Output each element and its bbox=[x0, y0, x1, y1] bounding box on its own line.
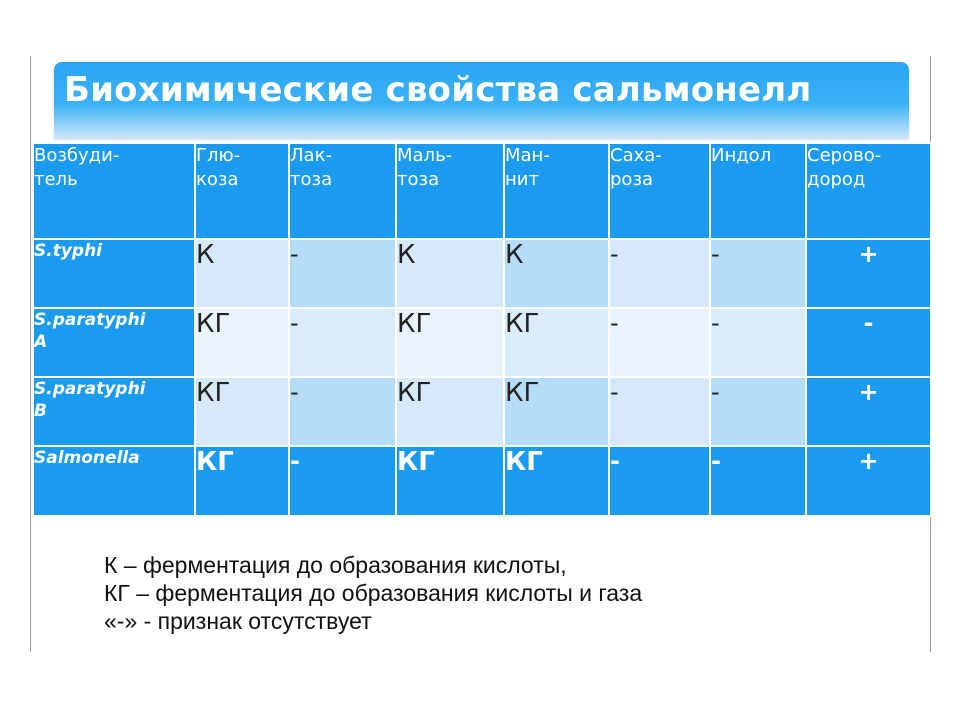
header-indole: Индол bbox=[710, 143, 806, 239]
table-header-row bbox=[33, 143, 931, 239]
table-cell: - bbox=[289, 446, 396, 516]
table-cell: КГ bbox=[396, 377, 504, 446]
table-row bbox=[33, 308, 931, 377]
header-sucrose: Саха- роза bbox=[609, 143, 710, 239]
slide-frame-left bbox=[30, 56, 31, 652]
table-cell: КГ bbox=[195, 446, 289, 516]
table-cell: - bbox=[609, 446, 710, 516]
legend-line: К – ферментация до образования кислоты, bbox=[104, 552, 567, 578]
header-hydrogen-sulfide: Серово- дород bbox=[806, 143, 931, 239]
legend-line: «-» - признак отсутствует bbox=[104, 608, 372, 634]
table-cell: КГ bbox=[396, 308, 504, 377]
table-cell: - bbox=[609, 377, 710, 446]
table-cell: К bbox=[504, 239, 609, 308]
table-cell: КГ bbox=[504, 308, 609, 377]
header-mannitol: Ман- нит bbox=[504, 143, 609, 239]
table-cell: - bbox=[289, 377, 396, 446]
pathogen-name: S.paratyphi A bbox=[33, 308, 195, 377]
table-cell: КГ bbox=[195, 308, 289, 377]
table-cell: - bbox=[609, 239, 710, 308]
title-bar bbox=[54, 62, 909, 138]
header-lactose: Лак- тоза bbox=[289, 143, 396, 239]
pathogen-name: S.typhi bbox=[33, 239, 195, 308]
table-cell: - bbox=[710, 239, 806, 308]
header-glucose: Глю- коза bbox=[195, 143, 289, 239]
table-cell: - bbox=[710, 446, 806, 516]
pathogen-name: Salmonella bbox=[33, 446, 195, 516]
biochemical-table bbox=[32, 142, 932, 517]
table-cell: - bbox=[289, 308, 396, 377]
table-cell: - bbox=[289, 239, 396, 308]
table-row bbox=[33, 377, 931, 446]
table-cell: К bbox=[396, 239, 504, 308]
legend-line: КГ – ферментация до образования кислоты и газа bbox=[104, 580, 643, 606]
table-cell: + bbox=[806, 446, 931, 516]
table-cell: + bbox=[806, 377, 931, 446]
table-cell: - bbox=[710, 377, 806, 446]
table-cell: - bbox=[710, 308, 806, 377]
slide-title: Биохимические свойства сальмонелл bbox=[64, 70, 812, 110]
pathogen-name: S.paratyphi B bbox=[33, 377, 195, 446]
table-cell: - bbox=[609, 308, 710, 377]
table-cell: К bbox=[195, 239, 289, 308]
table-cell: КГ bbox=[504, 446, 609, 516]
header-maltose: Маль- тоза bbox=[396, 143, 504, 239]
legend bbox=[104, 551, 642, 635]
table-row bbox=[33, 446, 931, 516]
table-cell: - bbox=[806, 308, 931, 377]
table-cell: КГ bbox=[396, 446, 504, 516]
table-cell: КГ bbox=[195, 377, 289, 446]
table-row bbox=[33, 239, 931, 308]
table-cell: + bbox=[806, 239, 931, 308]
header-pathogen: Возбуди- тель bbox=[33, 143, 195, 239]
table-cell: КГ bbox=[504, 377, 609, 446]
